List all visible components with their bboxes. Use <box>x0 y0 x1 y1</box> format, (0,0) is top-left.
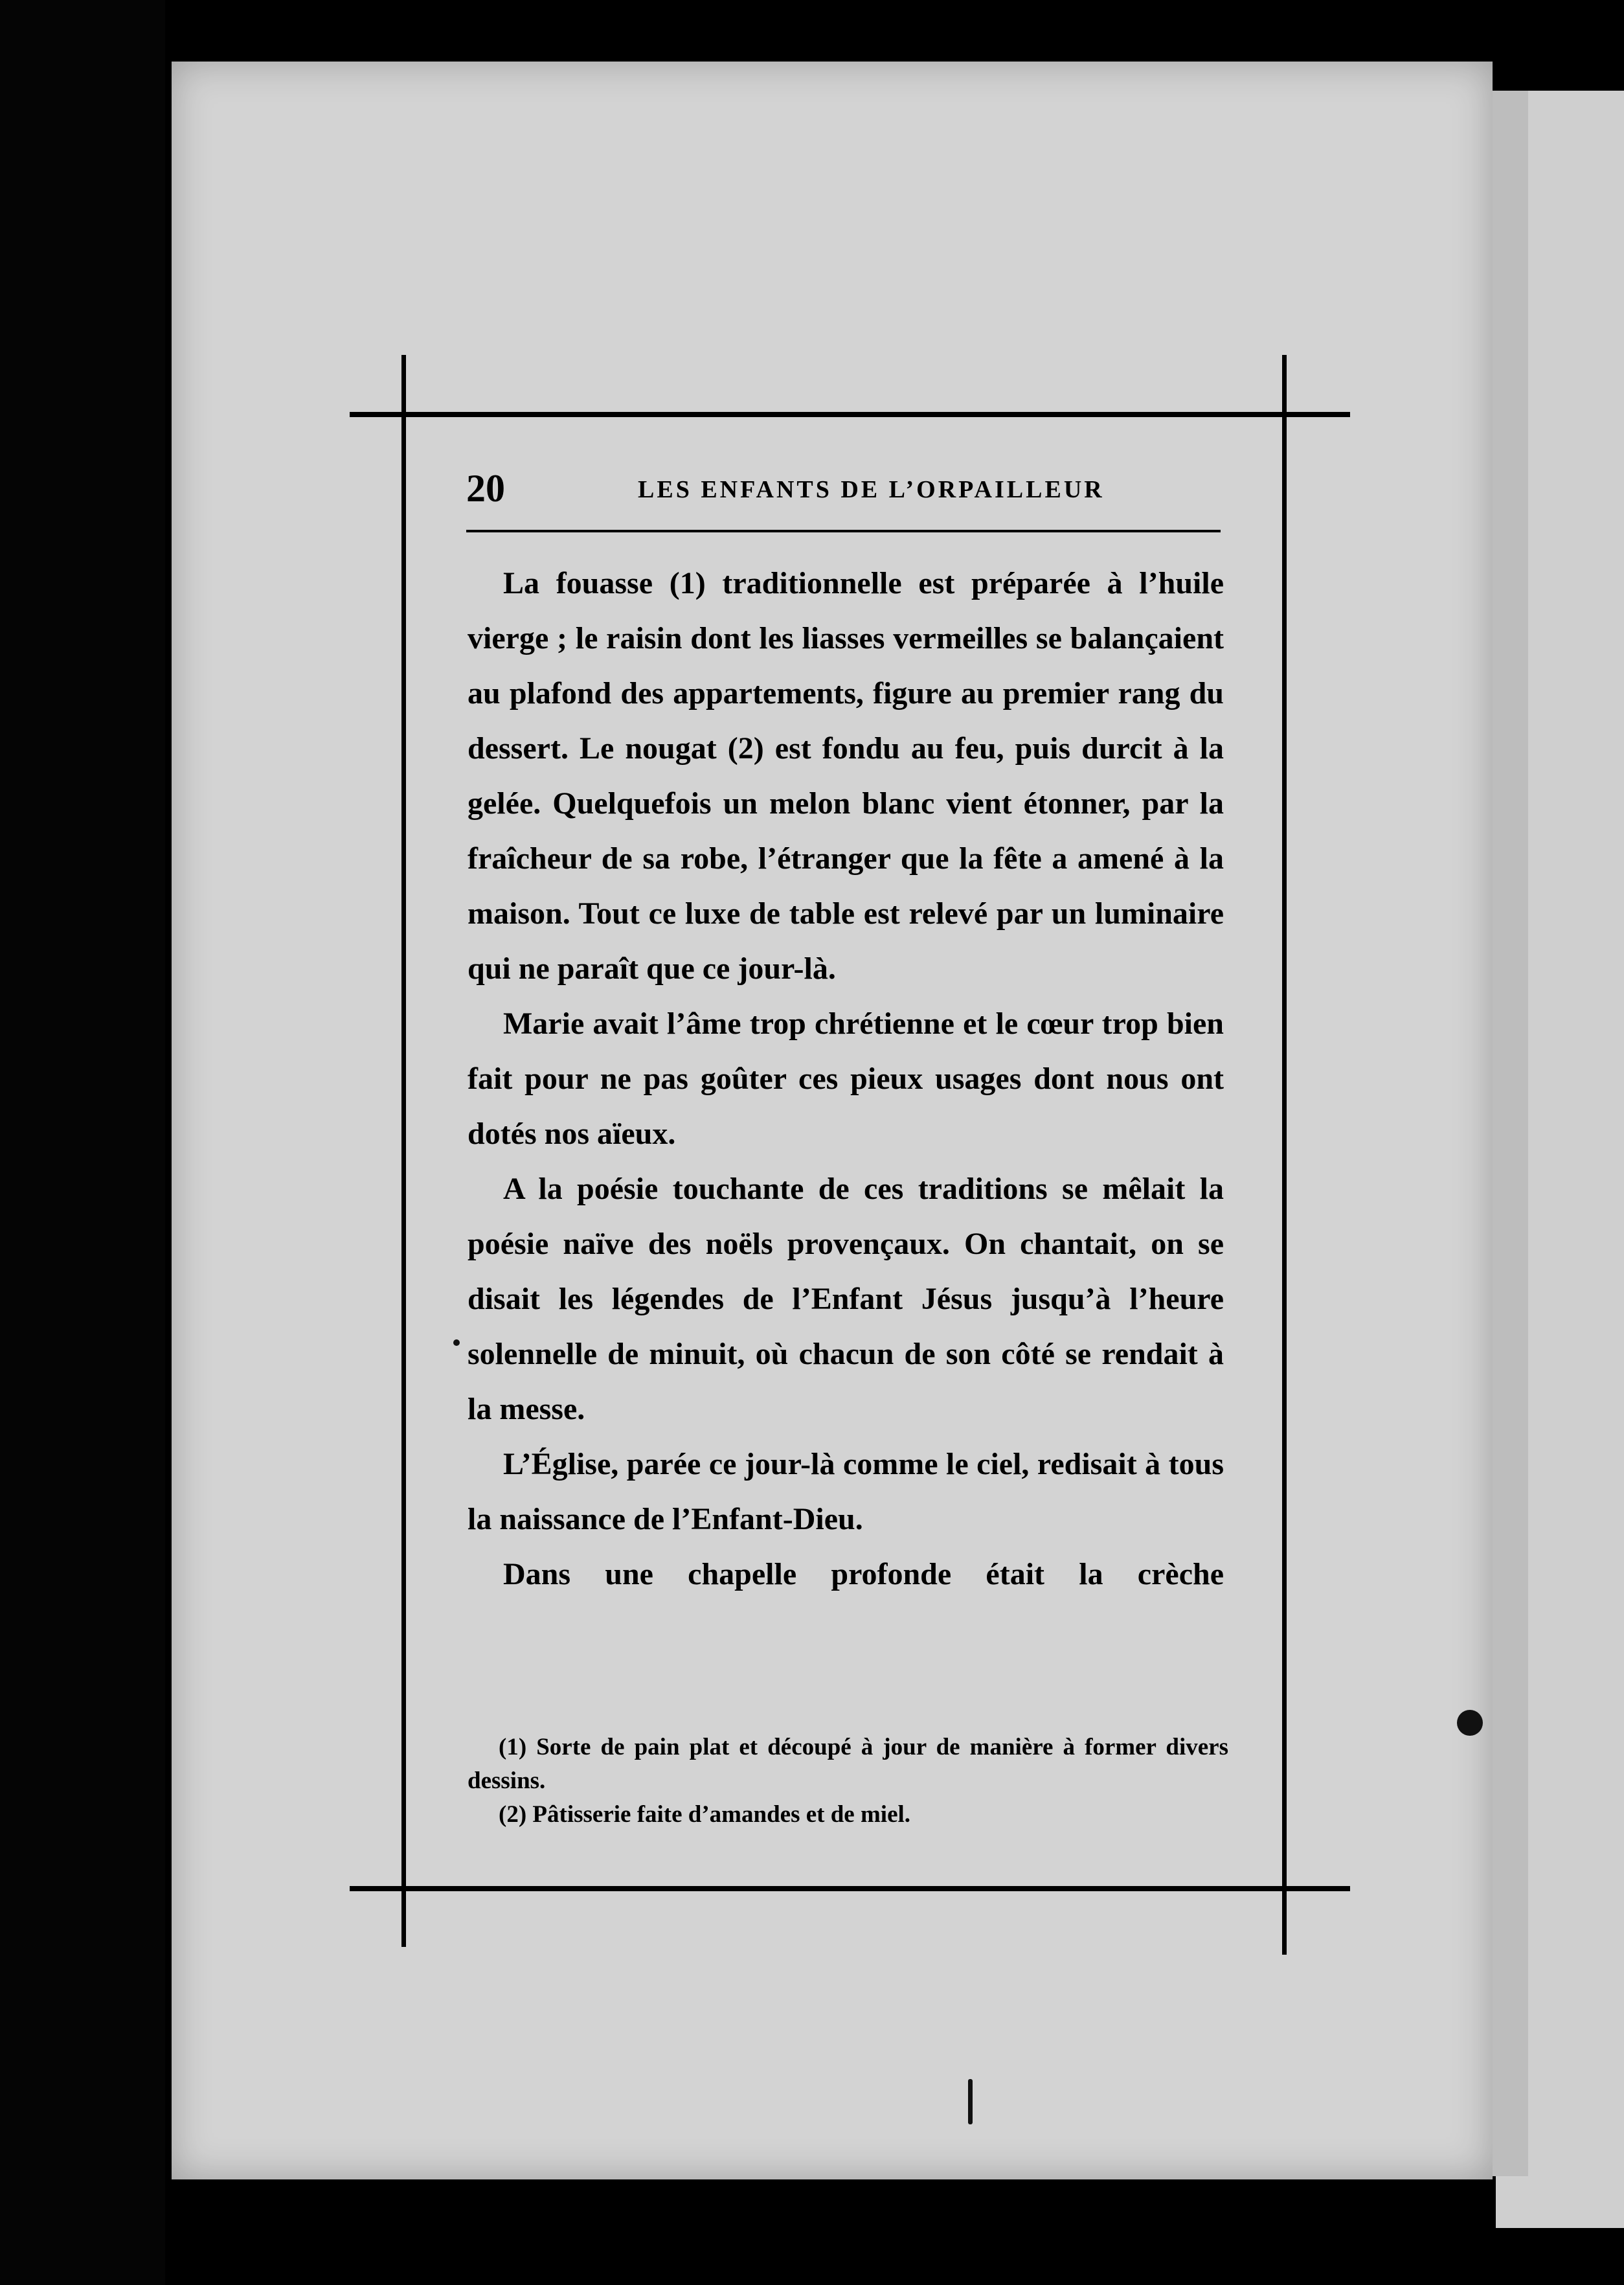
page-number: 20 <box>466 467 505 510</box>
frame-top-rule <box>350 412 1350 417</box>
header-underline <box>466 530 1221 532</box>
footnote: (1) Sorte de pain plat et découpé à jour de manière à former divers dessins. <box>468 1734 1228 1794</box>
scan-speck <box>453 1339 460 1346</box>
footnotes <box>468 1731 1228 1832</box>
paragraph: A la poésie touchante de ces traditions se mêlait la poésie naïve des noëls provençaux. On chantait, on se disait les légendes de l’Enfant Jésus jusqu’à l’heure solennelle de minuit, où chacun de son côté se rendait à la messe. <box>468 1172 1224 1426</box>
scan-speck <box>1457 1710 1483 1736</box>
paragraph: Dans une chapelle profonde était la crèche <box>503 1557 1224 1591</box>
frame-bottom-rule <box>350 1886 1350 1891</box>
scan-speck <box>968 2079 973 2124</box>
paragraph: Marie avait l’âme trop chrétienne et le cœur trop bien fait pour ne pas goûter ces pieux usages dont nous ont dotés nos aïeux. <box>468 1006 1224 1151</box>
body-text <box>468 556 1224 1602</box>
frame-right-rule <box>1282 355 1287 1955</box>
page-header <box>466 466 1230 512</box>
running-head: LES ENFANTS DE L’ORPAILLEUR <box>638 476 1105 503</box>
frame-left-rule <box>401 355 406 1947</box>
paragraph: L’Église, parée ce jour-là comme le ciel, redisait à tous la naissance de l’Enfant-Dieu. <box>468 1447 1224 1536</box>
footnote: (2) Pâtisserie faite d’amandes et de miel. <box>499 1801 911 1828</box>
paragraph: La fouasse (1) traditionnelle est préparée à l’huile vierge ; le raisin dont les liasses vermeilles se balançaient au plafond des appartements, figure au premier rang du dessert. Le nougat (2) est fondu au feu, puis durcit à la gelée. Quelquefois un melon blanc vient étonner, par la fraîcheur de sa robe, l’étranger que la fête a amené à la maison. Tout ce luxe de table est relevé par un luminaire qui ne paraît que ce jour-là. <box>468 566 1224 986</box>
scan-dark-margin <box>0 0 165 2285</box>
